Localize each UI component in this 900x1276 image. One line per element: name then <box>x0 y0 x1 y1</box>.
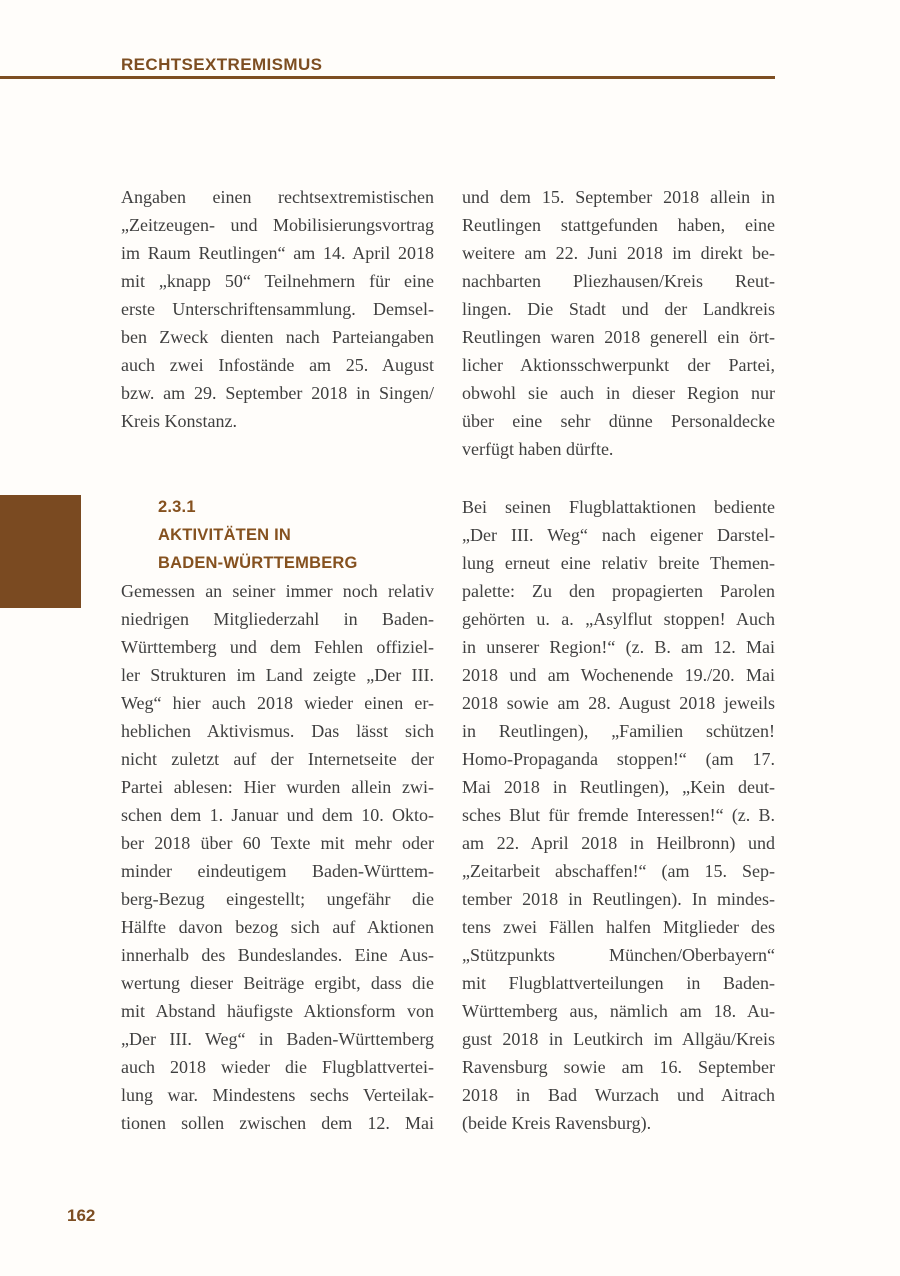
text-line: Homo-Propaganda stoppen!“ (am 17. <box>462 749 775 769</box>
page-header-title: RECHTSEXTREMISMUS <box>121 55 323 74</box>
right-column <box>462 183 775 1137</box>
text-line: auch zwei Infostände am 25. August <box>121 355 434 375</box>
text-line: berg-Bezug eingestellt; ungefähr die <box>121 889 434 909</box>
text-line: Weg“ hier auch 2018 wieder einen er- <box>121 693 434 713</box>
header-rule <box>0 76 775 79</box>
section-number: 2.3.1 <box>158 498 196 516</box>
text-line: auch 2018 wieder die Flugblattvertei- <box>121 1057 434 1077</box>
text-line: wertung dieser Beiträge ergibt, dass die <box>121 973 434 993</box>
text-line: schen dem 1. Januar und dem 10. Okto- <box>121 805 434 825</box>
page-number: 162 <box>67 1206 96 1225</box>
text-line: tember 2018 in Reutlingen). In mindes- <box>462 889 775 909</box>
text-line: mit Abstand häufigste Aktionsform von <box>121 1001 434 1021</box>
text-line: (beide Kreis Ravensburg). <box>462 1113 652 1133</box>
paragraph <box>462 493 775 1137</box>
text-line: Württemberg und dem Fehlen offiziel- <box>121 637 434 657</box>
text-line: Ravensburg sowie am 16. September <box>462 1057 775 1077</box>
text-line: mit „knapp 50“ Teilnehmern für eine <box>121 271 434 291</box>
text-line: über eine sehr dünne Personaldecke <box>462 411 775 431</box>
section-title-line1: AKTIVITÄTEN IN <box>158 526 291 544</box>
text-line: lung war. Mindestens sechs Verteilak- <box>121 1085 434 1105</box>
text-line: und dem 15. September 2018 allein in <box>462 187 775 207</box>
text-line: „Zeitarbeit abschaffen!“ (am 15. Sep- <box>462 861 775 881</box>
text-line: Kreis Konstanz. <box>121 411 237 431</box>
text-line: 2018 sowie am 28. August 2018 jeweils <box>462 693 775 713</box>
text-line: obwohl sie auch in dieser Region nur <box>462 383 775 403</box>
text-line: Gemessen an seiner immer noch relativ <box>121 581 434 601</box>
section-title-line2: BADEN-WÜRTTEMBERG <box>158 554 358 572</box>
text-line: niedrigen Mitgliederzahl in Baden- <box>121 609 434 629</box>
text-line: „Zeitzeugen- und Mobilisierungsvortrag <box>121 215 434 235</box>
text-line: „Stützpunkts München/Oberbayern“ <box>462 945 775 965</box>
text-line: im Raum Reutlingen“ am 14. April 2018 <box>121 243 434 263</box>
text-line: minder eindeutigem Baden-Württem- <box>121 861 434 881</box>
section-heading <box>158 493 434 577</box>
text-line: nicht zuletzt auf der Internetseite der <box>121 749 434 769</box>
text-line: erste Unterschriftensammlung. Demsel- <box>121 299 434 319</box>
text-line: gehörten u. a. „Asylflut stoppen! Auch <box>462 609 775 629</box>
text-line: 2018 und am Wochenende 19./20. Mai <box>462 665 775 685</box>
text-line: ler Strukturen im Land zeigte „Der III. <box>121 665 434 685</box>
text-line: palette: Zu den propagierten Parolen <box>462 581 775 601</box>
text-line: 2018 in Bad Wurzach und Aitrach <box>462 1085 775 1105</box>
text-line: lung erneut eine relativ breite Themen- <box>462 553 775 573</box>
text-line: verfügt haben dürfte. <box>462 439 614 459</box>
text-line: nachbarten Pliezhausen/Kreis Reut- <box>462 271 775 291</box>
text-line: tionen sollen zwischen dem 12. Mai <box>121 1113 434 1133</box>
text-line: Partei ablesen: Hier wurden allein zwi- <box>121 777 434 797</box>
text-line: Angaben einen rechtsextremistischen <box>121 187 434 207</box>
text-line: bzw. am 29. September 2018 in Singen/ <box>121 383 434 403</box>
text-line: innerhalb des Bundeslandes. Eine Aus- <box>121 945 434 965</box>
paragraph <box>121 183 434 435</box>
text-line: ben Zweck dienten nach Parteiangaben <box>121 327 434 347</box>
text-line: mit Flugblattverteilungen in Baden- <box>462 973 775 993</box>
paragraph <box>462 183 775 463</box>
text-line: Mai 2018 in Reutlingen), „Kein deut- <box>462 777 775 797</box>
text-line: in Reutlingen), „Familien schützen! <box>462 721 775 741</box>
text-line: Bei seinen Flugblattaktionen bediente <box>462 497 775 517</box>
text-line: gust 2018 in Leutkirch im Allgäu/Kreis <box>462 1029 775 1049</box>
text-line: weitere am 22. Juni 2018 im direkt be- <box>462 243 775 263</box>
text-line: am 22. April 2018 in Heilbronn) und <box>462 833 775 853</box>
text-line: ber 2018 über 60 Texte mit mehr oder <box>121 833 434 853</box>
text-line: lingen. Die Stadt und der Landkreis <box>462 299 775 319</box>
text-line: Hälfte davon bezog sich auf Aktionen <box>121 917 434 937</box>
text-line: licher Aktionsschwerpunkt der Partei, <box>462 355 775 375</box>
left-column <box>121 183 434 1137</box>
chapter-side-tab <box>0 495 81 608</box>
text-line: Reutlingen stattgefunden haben, eine <box>462 215 775 235</box>
text-line: Württemberg aus, nämlich am 18. Au- <box>462 1001 775 1021</box>
text-line: Reutlingen waren 2018 generell ein ört- <box>462 327 775 347</box>
text-line: in unserer Region!“ (z. B. am 12. Mai <box>462 637 775 657</box>
paragraph <box>121 577 434 1137</box>
text-line: „Der III. Weg“ in Baden-Württemberg <box>121 1029 434 1049</box>
text-line: heblichen Aktivismus. Das lässt sich <box>121 721 434 741</box>
text-line: „Der III. Weg“ nach eigener Darstel- <box>462 525 775 545</box>
text-line: tens zwei Fällen halfen Mitglieder des <box>462 917 775 937</box>
text-line: sches Blut für fremde Interessen!“ (z. B. <box>462 805 775 825</box>
